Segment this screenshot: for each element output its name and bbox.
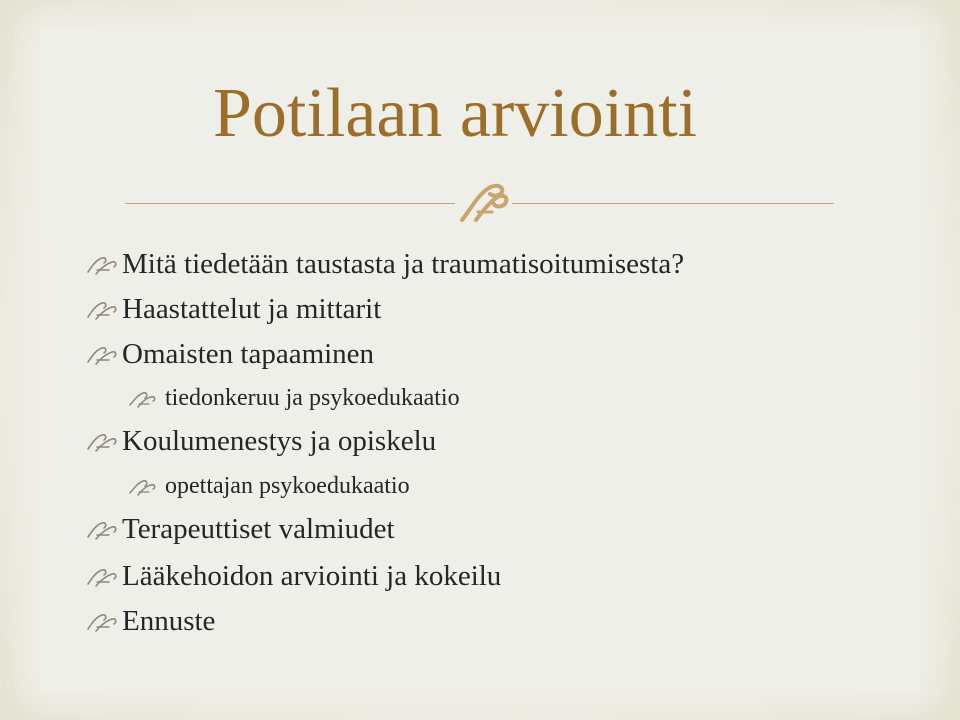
flourish-bullet-icon [85, 423, 119, 459]
list-item-text: Omaisten tapaaminen [122, 338, 375, 370]
slide-title: Potilaan arviointi [213, 75, 698, 152]
list-item-text: Haastattelut ja mittarit [122, 293, 382, 325]
list-item-text: Lääkehoidon arviointi ja kokeilu [122, 560, 502, 592]
flourish-sub-bullet-icon [127, 383, 159, 413]
flourish-bullet-icon [85, 603, 119, 639]
flourish-bullet-icon [85, 246, 119, 282]
list-item-text: Koulumenestys ja opiskelu [122, 425, 437, 457]
list-item-text: tiedonkeruu ja psykoedukaatio [165, 385, 460, 411]
list-item-text: opettajan psykoedukaatio [165, 473, 410, 499]
list-item-text: Mitä tiedetään taustasta ja traumatisoitumisesta? [122, 248, 685, 280]
flourish-bullet-icon [85, 558, 119, 594]
flourish-bullet-icon [85, 336, 119, 372]
list-item-text: Ennuste [122, 605, 216, 637]
list-item-text: Terapeuttiset valmiudet [122, 513, 395, 545]
flourish-sub-bullet-icon [127, 471, 159, 501]
flourish-bullet-icon [85, 511, 119, 547]
flourish-bullet-icon [85, 291, 119, 327]
